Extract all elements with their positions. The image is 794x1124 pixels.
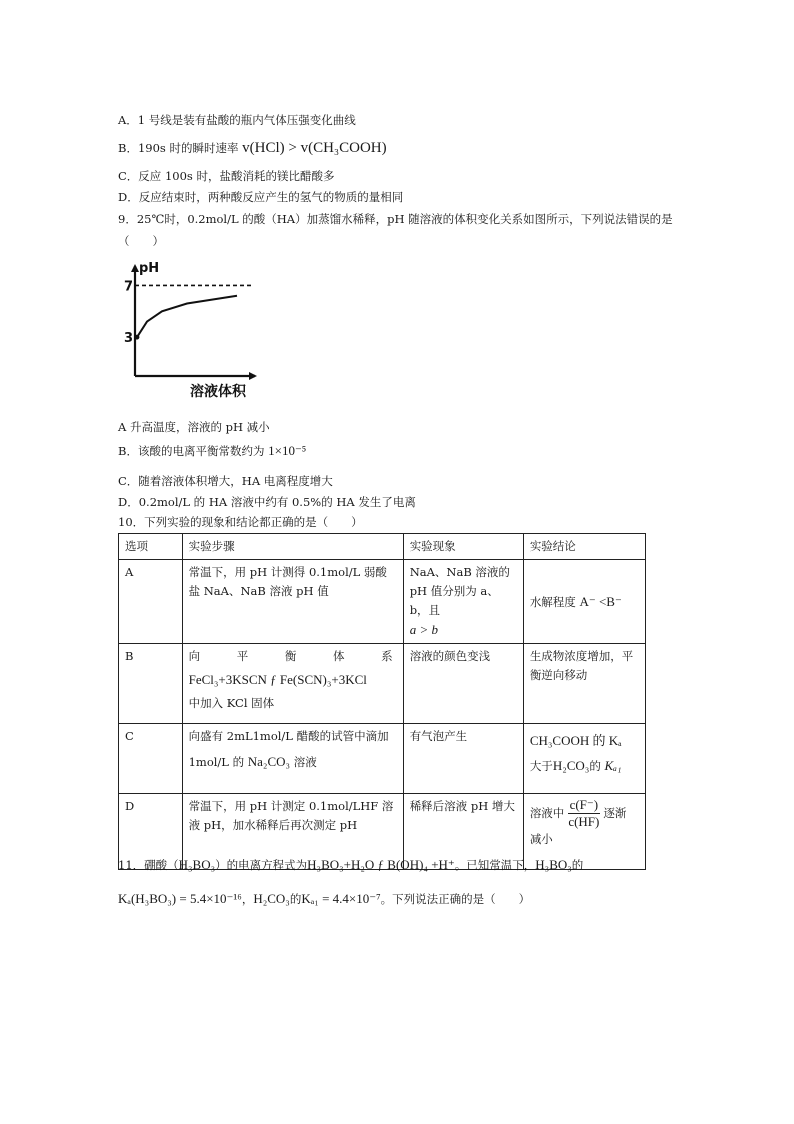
q11-text: 的	[571, 858, 584, 872]
row-a-phen-text: NaA、NaB 溶液的 pH 值分别为	[409, 565, 510, 598]
curve-start-point	[135, 335, 140, 340]
q11-text: 。已知常温下，	[454, 858, 536, 872]
row-a-step: 常温下，用 pH 计测得 0.1mol/L 弱酸盐 NaA、NaB 溶液 pH 值	[182, 560, 403, 644]
q11-line1	[118, 857, 583, 873]
row-b-step-char: 衡	[284, 649, 297, 663]
q11-text: 11．硼酸（	[118, 858, 179, 872]
ph-volume-chart	[118, 256, 278, 404]
q11-ka-expression: Kₐ(H₃BO₃) = 5.4×10⁻¹⁶	[118, 891, 242, 906]
q11-equation: H₃BO₃+H₂O ƒ B(OH)₄ +H⁺	[307, 857, 455, 872]
row-c-concl-line2	[530, 756, 639, 776]
row-d-concl-line	[530, 797, 639, 830]
table-row-b	[119, 644, 646, 724]
q8-option-d: D．反应结束时，两种酸反应产生的氢气的物质的量相同	[118, 190, 404, 204]
row-d-phenomenon: 稀释后溶液 pH 增大	[403, 794, 523, 870]
q9-stem: 9．25℃时，0.2mol/L 的酸（HA）加蒸馏水稀释，pH 随溶液的体积变化关系如图所示，下列说法错误的是	[118, 212, 673, 226]
row-b-step	[182, 644, 403, 724]
q9-option-c: C．随着溶液体积增大，HA 电离程度增大	[118, 474, 333, 488]
row-c-concl-line1: CH₃COOH 的 Kₐ	[529, 733, 622, 748]
q9-option-d: D．0.2mol/L 的 HA 溶液中约有 0.5%的 HA 发生了电离	[118, 495, 416, 509]
row-c-phenomenon: 有气泡产生	[403, 724, 523, 794]
row-d-concl-fraction	[566, 797, 601, 830]
row-a-concl-formula: A⁻ <B⁻	[579, 593, 622, 609]
row-c-step	[182, 724, 403, 794]
row-b-option: B	[119, 644, 183, 724]
q8-option-b-text: B．190s 时的瞬时速率	[118, 141, 239, 155]
row-b-step-equation: FeCl₃+3KSCN ƒ Fe(SCN)₃+3KCl	[188, 672, 367, 687]
row-d-concl-suffix: 逐渐	[603, 806, 627, 820]
row-c-step-text: 1mol/L 的	[188, 755, 245, 769]
header-step: 实验步骤	[182, 534, 403, 560]
experiment-table	[118, 533, 646, 870]
row-c-step-suffix: 溶液	[293, 755, 317, 769]
q9-option-b	[118, 443, 306, 459]
q8-option-c: C．反应 100s 时，盐酸消耗的镁比醋酸多	[118, 169, 335, 183]
q9-option-b-text: B．该酸的电离平衡常数约为	[118, 444, 265, 458]
row-a-phen-vars: a、b，且	[409, 584, 499, 617]
row-a-phen-formula: a > b	[409, 622, 438, 637]
row-d-option: D	[119, 794, 183, 870]
y-tick-label: 7	[124, 279, 134, 295]
header-conclusion: 实验结论	[523, 534, 645, 560]
q8-option-b-formula: v(HCl) > v(CH₃COOH)	[242, 140, 387, 156]
row-d-step: 常温下，用 pH 计测定 0.1mol/LHF 溶液 pH，加水稀释后再次测定 pH	[182, 794, 403, 870]
row-d-concl-tail: 减小	[529, 832, 553, 846]
ph-curve	[137, 296, 237, 337]
q8-option-b	[118, 140, 387, 156]
row-b-phenomenon: 溶液的颜色变浅	[403, 644, 523, 724]
x-axis-label: 溶液体积	[190, 384, 246, 400]
table-row-c	[119, 724, 646, 794]
q11-formula: H₃BO₃	[535, 857, 572, 872]
y-tick-label: 3	[124, 331, 134, 347]
row-c-step-formula: Na₂CO₃	[247, 754, 291, 769]
y-axis-arrow	[131, 264, 139, 272]
row-c-conclusion	[523, 724, 645, 794]
row-a-conclusion	[523, 560, 645, 644]
fraction-numerator: c(F⁻)	[569, 797, 599, 812]
row-c-concl-k: Kₐ₁	[604, 758, 622, 773]
row-c-option: C	[119, 724, 183, 794]
row-c-step-line1: 向盛有 2mL1mol/L 醋酸的试管中滴加	[188, 729, 389, 743]
y-axis-label: pH	[139, 261, 160, 276]
row-b-step-char: 向	[188, 649, 201, 663]
q10-stem: 10．下列实验的现象和结论都正确的是（ ）	[118, 515, 363, 529]
fraction-denominator: c(HF)	[568, 814, 600, 829]
x-axis-arrow	[249, 372, 257, 380]
row-a-phenomenon	[403, 560, 523, 644]
row-b-step-char: 平	[236, 649, 249, 663]
header-phenomenon: 实验现象	[403, 534, 523, 560]
q11-formula: H₂CO₃	[253, 891, 290, 906]
table-row-a	[119, 560, 646, 644]
q11-line2	[118, 891, 530, 907]
header-option: 选项	[119, 534, 183, 560]
row-c-concl-text: 大于	[529, 759, 553, 773]
q8-option-a: A．1 号线是装有盐酸的瓶内气体压强变化曲线	[118, 113, 356, 127]
q9-option-a: A 升高温度，溶液的 pH 减小	[118, 420, 270, 434]
row-c-concl-formula: H₂CO₃	[552, 758, 590, 773]
q9-option-b-formula: 1×10⁻⁵	[268, 443, 307, 458]
table-header-row	[119, 534, 646, 560]
row-c-concl-mid: 的	[589, 759, 601, 773]
q11-formula: H₃BO₃	[178, 857, 216, 872]
q11-text: ）的电离方程式为	[215, 858, 308, 872]
q11-ka1-expression: Kₐ₁ = 4.4×10⁻⁷	[301, 891, 381, 906]
q9-bracket: （ ）	[118, 234, 164, 248]
row-b-step-char: 系	[381, 649, 393, 663]
row-b-step-tail: 中加入 KCl 固体	[188, 696, 275, 710]
row-b-conclusion: 生成物浓度增加，平衡逆向移动	[523, 644, 645, 724]
row-c-step-line2	[189, 752, 397, 772]
row-a-concl-text: 水解程度	[529, 594, 576, 609]
row-d-concl-text: 溶液中	[529, 806, 565, 820]
row-b-step-char: 体	[333, 649, 345, 663]
q11-text: ，	[241, 892, 254, 906]
row-a-option: A	[119, 560, 183, 644]
q11-text: 。下列说法正确的是（ ）	[380, 892, 531, 906]
q11-text: 的	[289, 892, 302, 906]
row-b-step-spread	[189, 647, 397, 666]
